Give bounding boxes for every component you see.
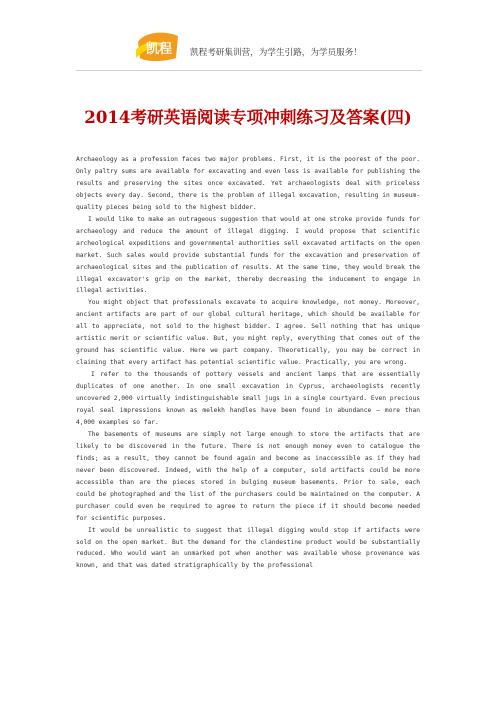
header-divider	[76, 70, 422, 71]
paragraph-2: I would like to make an outrageous suggestion that would at one stroke provide funds for archaeology and reduce the amount of illegal digging. I would propose that scientific archeological expeditions and governmental authorities sell excavated artifacts on the open market. Such sales would provide substantial funds for the excavation and preservation of archaeological sites and the publication of results. At the same time, they would break the illegal excavator's grip on the market, thereby decreasing the inducement to engage in illegal activities.	[76, 215, 420, 295]
logo-text: 凯程	[146, 42, 173, 57]
article-body	[76, 154, 420, 572]
header-tagline: 凯程考研集训营，为学生引路，为学员服务！	[190, 48, 362, 58]
page-title: 2014考研英语阅读专项冲刺练习及答案(四)	[84, 107, 412, 127]
paragraph-5: The basements of museums are simply not large enough to store the artifacts that are likely to be discovered in the future. There is not enough money even to catalogue the finds; as a result, they cannot be found again and become as inaccessible as if they had never been discovered. Indeed, with the help of a computer, sold artifacts could be more accessible than are the pieces stored in bulging museum basements. Prior to sale, each could be photographed and the list of the purchasers could be maintained on the computer. A purchaser could even be required to agree to return the piece if it should become needed for scientific purposes.	[76, 430, 420, 522]
paragraph-1: Archaeology as a profession faces two major problems. First, it is the poorest of the poor. Only paltry sums are available for excavating and even less is available for publishing the results and preserving the sites once excavated. Yet archaeologists deal with priceless objects every day. Second, there is the problem of illegal excavation, resulting in museum-quality pieces being sold to the highest bidder.	[76, 156, 420, 211]
kaicheng-logo	[134, 28, 182, 64]
paragraph-3: You might object that professionals excavate to acquire knowledge, not money. Moreover, ancient artifacts are part of our global cultural heritage, which should be available for all to appreciate, not sold to the highest bidder. I agree. Sell nothing that has unique artistic merit or scientific value. But, you might reply, everything that comes out of the ground has scientific value. Here we part company. Theoretically, you may be correct in claiming that every artifact has potential scientific value. Practically, you are wrong.	[76, 299, 420, 367]
paragraph-6: It would be unrealistic to suggest that illegal digging would stop if artifacts were sold on the open market. But the demand for the clandestine product would be substantially reduced. Who would want an unmarked pot when another was available whose provenance was known, and that was dated stratigraphically by the professional	[76, 526, 420, 570]
page-header	[0, 28, 496, 68]
paragraph-4: I refer to the thousands of pottery vessels and ancient lamps that are essentially duplicates of one another. In one small excavation in Cyprus, archaeologists recently uncovered 2,000 virtually indistinguishable small jugs in a single courtyard. Even precious royal seal impressions known as melekh handles have been found in abundance — more than 4,000 examples so far.	[76, 371, 420, 426]
